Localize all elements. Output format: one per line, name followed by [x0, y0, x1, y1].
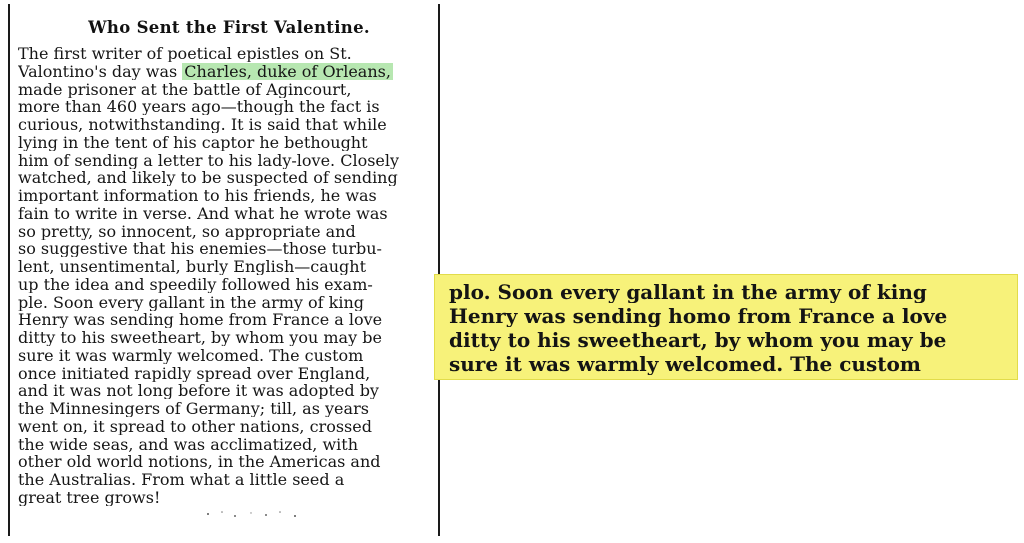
article-line-text: Valontino's day was: [18, 62, 183, 80]
print-specks-decoration: [200, 507, 310, 521]
article-line: so suggestive that his enemies—those turbu-: [18, 240, 382, 258]
article-line: so pretty, so innocent, so appropriate and: [18, 222, 356, 240]
article-line: more than 460 years ago—though the fact is: [18, 98, 380, 116]
article-title: Who Sent the First Valentine.: [88, 18, 370, 37]
zoomed-line: Henry was sending homo from France a love: [449, 305, 948, 327]
article-line: [18, 63, 442, 80]
article-line: made prisoner at the battle of Agincourt,: [18, 80, 352, 98]
article-line: curious, notwithstanding. It is said that while: [18, 116, 387, 133]
article-line: lying in the tent of his captor he bethought: [18, 133, 368, 151]
zoomed-line: plo. Soon every gallant in the army of king: [449, 281, 927, 303]
article-line: once initiated rapidly spread over England,: [18, 364, 371, 382]
article-line: ditty to his sweetheart, by whom you may be: [18, 329, 382, 346]
clipping-left-border: [8, 4, 10, 536]
article-line: The first writer of poetical epistles on St.: [18, 45, 352, 62]
article-line: the wide seas, and was acclimatized, with: [18, 435, 359, 453]
article-line: up the idea and speedily followed his exam-: [18, 275, 373, 293]
article-line: sure it was warmly welcomed. The custom: [18, 346, 364, 364]
zoomed-line: ditty to his sweetheart, by whom you may be: [449, 329, 947, 351]
article-line: important information to his friends, he was: [18, 187, 377, 204]
article-line: great tree grows!: [18, 488, 161, 506]
article-line: him of sending a letter to his lady-love. Closely: [18, 151, 400, 169]
article-line: Henry was sending home from France a love: [18, 311, 383, 329]
article-line: ple. Soon every gallant in the army of king: [18, 293, 365, 311]
article-line: lent, unsentimental, burly English—caught: [18, 258, 367, 275]
zoomed-excerpt-panel: [434, 274, 1018, 380]
article-line: other old world notions, in the Americas and: [18, 453, 381, 471]
article-line: the Minnesingers of Germany; till, as years: [18, 400, 369, 417]
article-line: watched, and likely to be suspected of sending: [18, 169, 398, 187]
newspaper-clipping: [12, 4, 446, 536]
zoomed-line: sure it was warmly welcomed. The custom: [449, 353, 921, 375]
article-line: went on, it spread to other nations, crossed: [18, 417, 372, 435]
article-line: and it was not long before it was adopted by: [18, 382, 379, 400]
article-line: the Australias. From what a little seed a: [18, 471, 345, 488]
article-line: fain to write in verse. And what he wrote was: [18, 204, 388, 222]
highlighted-name: Charles, duke of Orleans,: [184, 62, 391, 80]
